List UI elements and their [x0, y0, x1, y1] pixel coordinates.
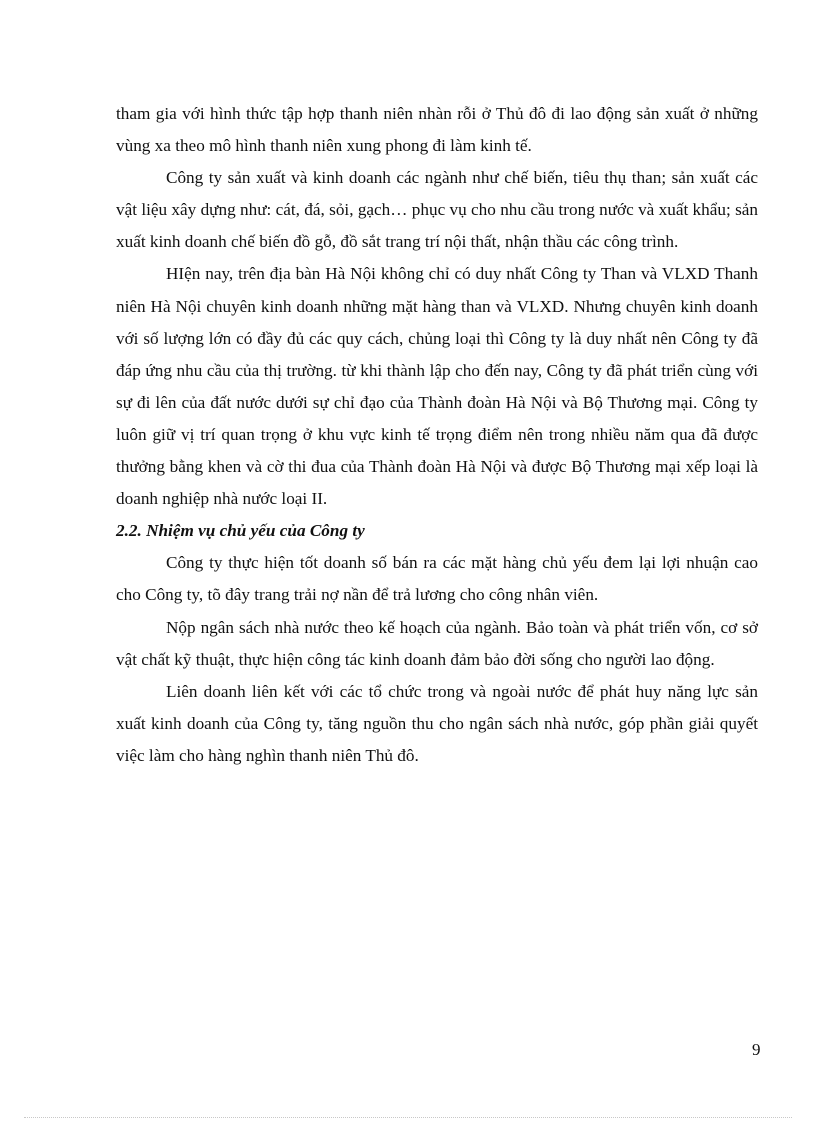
paragraph: HIện nay, trên địa bàn Hà Nội không chỉ có duy nhất Công ty Than và VLXD Thanh niên Hà Nội chuyên kinh doanh những mặt hàng than và VLXD. Nhưng chuyên kinh doanh với số lượng lớn có đầy đủ các quy cách, chủng loại thì Công ty là duy nhất nên Công ty đã đáp ứng nhu cầu của thị trường. từ khi thành lập cho đến nay, Công ty đã phát triển cùng với sự đi lên của đất nước dưới sự chỉ đạo của Thành đoàn Hà Nội và Bộ Thương mại. Công ty luôn giữ vị trí quan trọng ở khu vực kinh tế trọng điểm nên trong nhiều năm qua đã được thưởng bằng khen và cờ thi đua của Thành đoàn Hà Nội và được Bộ Thương mại xếp loại là doanh nghiệp nhà nước loại II. — [116, 264, 758, 509]
section-heading: 2.2. Nhiệm vụ chủ yếu của Công ty — [116, 521, 365, 541]
paragraph: tham gia với hình thức tập hợp thanh niên nhàn rỗi ở Thủ đô đi lao động sản xuất ở những vùng xa theo mô hình thanh niên xung phong đi làm kinh tế. — [116, 104, 758, 156]
paragraph: Nộp ngân sách nhà nước theo kế hoạch của ngành. Bảo toàn và phát triển vốn, cơ sở vật chất kỹ thuật, thực hiện công tác kinh doanh đảm bảo đời sống cho người lao động. — [116, 617, 758, 669]
page-bottom-divider — [24, 1117, 792, 1118]
page-number: 9 — [752, 1040, 761, 1059]
paragraph: Liên doanh liên kết với các tổ chức trong và ngoài nước để phát huy năng lực sản xuất kinh doanh của Công ty, tăng nguồn thu cho ngân sách nhà nước, góp phần giải quyết việc làm cho hàng nghìn thanh niên Thủ đô. — [116, 681, 758, 765]
paragraph: Công ty sản xuất và kinh doanh các ngành như chế biến, tiêu thụ than; sản xuất các vật liệu xây dựng như: cát, đá, sỏi, gạch… phục vụ cho nhu cầu trong nước và xuất khẩu; sản xuất kinh doanh chế biến đồ gỗ, đồ sắt trang trí nội thất, nhận thầu các công trình. — [116, 168, 758, 252]
paragraph: Công ty thực hiện tốt doanh số bán ra các mặt hàng chủ yếu đem lại lợi nhuận cao cho Công ty, tõ đây trang trải nợ nần để trả lương cho công nhân viên. — [116, 553, 758, 605]
document-body — [116, 98, 758, 772]
